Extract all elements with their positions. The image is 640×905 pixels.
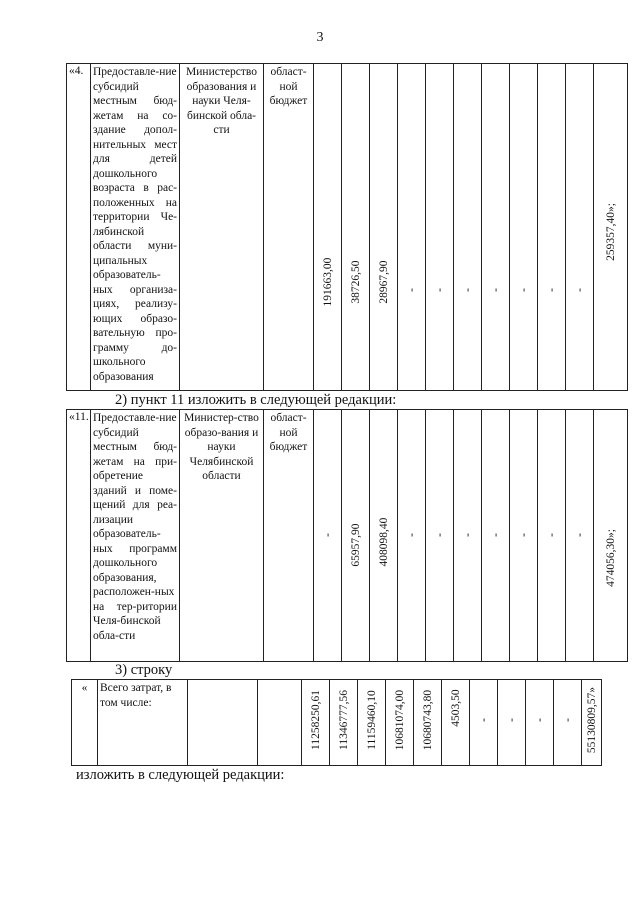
value-cell (414, 680, 442, 766)
value-cell (314, 410, 342, 662)
value-2022: - (545, 288, 558, 292)
total-cell (582, 680, 602, 766)
item-executor: Министерство образования и науки Челя-бинской обла-сти (180, 64, 264, 391)
total-cell (594, 410, 628, 662)
page-number: 3 (316, 30, 324, 45)
value-cell (526, 680, 554, 766)
table-total-costs (71, 679, 602, 766)
item-description: Предоставле-ние субсидий местным бюд-жетам на при-обретение зданий и поме-щений для реа-лизации образователь-ных программ дошкольного образования, расположен-ных на тер-ритории Челя-бинской обла-сти (91, 410, 180, 662)
value-cell (454, 64, 482, 391)
value-2018: 10680743,80 (421, 689, 434, 751)
value-2020: - (477, 718, 490, 722)
table-item-11 (66, 409, 628, 662)
value-cell (398, 410, 426, 662)
value-cell (482, 64, 510, 391)
value-cell (498, 680, 526, 766)
value-cell (398, 64, 426, 391)
value-2021: - (517, 533, 530, 537)
value-2014: 191663,00 (321, 257, 334, 307)
value-cell (566, 410, 594, 662)
value-2019: - (461, 533, 474, 537)
section-heading-3: 3) строку (115, 662, 173, 678)
item-funding-source: област-ной бюджет (264, 410, 314, 662)
value-2019: 4503,50 (449, 689, 462, 727)
value-2016: 11159460,10 (365, 690, 378, 750)
item-executor: Министер-ство образо-вания и науки Челябинской области (180, 410, 264, 662)
value-2018: - (433, 533, 446, 537)
value-2015: 11346777,56 (337, 690, 350, 750)
value-2017: - (405, 288, 418, 292)
value-2022: - (545, 533, 558, 537)
quote-mark: « (72, 680, 98, 766)
value-2017: - (405, 533, 418, 537)
value-2018: - (433, 288, 446, 292)
value-2016: 408098,40 (377, 517, 390, 567)
value-2015: 38726,50 (349, 260, 362, 304)
value-cell (566, 64, 594, 391)
value-2023: - (561, 718, 574, 722)
item-number: «11. (67, 410, 91, 662)
value-cell (330, 680, 358, 766)
value-2015: 65957,90 (349, 523, 362, 567)
value-2023: - (573, 533, 586, 537)
empty-cell (258, 680, 302, 766)
value-cell (358, 680, 386, 766)
value-2022: - (533, 718, 546, 722)
value-cell (510, 410, 538, 662)
table-item-4 (66, 63, 628, 391)
value-2016: 28967,90 (377, 260, 390, 304)
item-funding-source: област-ной бюджет (264, 64, 314, 391)
value-2019: - (461, 288, 474, 292)
value-cell (302, 680, 330, 766)
value-2014: 11258250,61 (309, 690, 322, 750)
value-cell (554, 680, 582, 766)
total-label: Всего затрат, в том числе: (98, 680, 188, 766)
value-cell (342, 410, 370, 662)
value-2020: - (489, 288, 502, 292)
section-heading-2: 2) пункт 11 изложить в следующей редакции: (115, 392, 397, 408)
value-cell (370, 410, 398, 662)
value-2021: - (505, 718, 518, 722)
value-cell (426, 410, 454, 662)
empty-cell (188, 680, 258, 766)
value-2021: - (517, 288, 530, 292)
value-cell (314, 64, 342, 391)
value-cell (442, 680, 470, 766)
value-total: 474056,30»; (604, 529, 617, 587)
item-number: «4. (67, 64, 91, 391)
value-cell (370, 64, 398, 391)
value-cell (538, 64, 566, 391)
value-cell (538, 410, 566, 662)
value-cell (426, 64, 454, 391)
value-cell (482, 410, 510, 662)
value-2020: - (489, 533, 502, 537)
value-2017: 10681074,00 (393, 689, 406, 751)
item-description: Предоставле-ние субсидий местным бюд-жетам на со-здание допол-нительных мест для детей дошкольного возраста в рас-положенных на территории Че-лябинской области муни-ципальных образователь-ных организа-циях, реализу-ющих образо-вательную про-грамму до-школьного образования (91, 64, 180, 391)
value-cell (342, 64, 370, 391)
footer-text: изложить в следующей редакции: (76, 767, 285, 783)
value-cell (454, 410, 482, 662)
value-cell (386, 680, 414, 766)
value-2023: - (573, 288, 586, 292)
value-total: 259357,40»; (604, 203, 617, 261)
value-cell (510, 64, 538, 391)
value-2014: - (321, 533, 334, 537)
total-cell (594, 64, 628, 391)
value-cell (470, 680, 498, 766)
value-total: 55130809,57» (585, 686, 598, 754)
